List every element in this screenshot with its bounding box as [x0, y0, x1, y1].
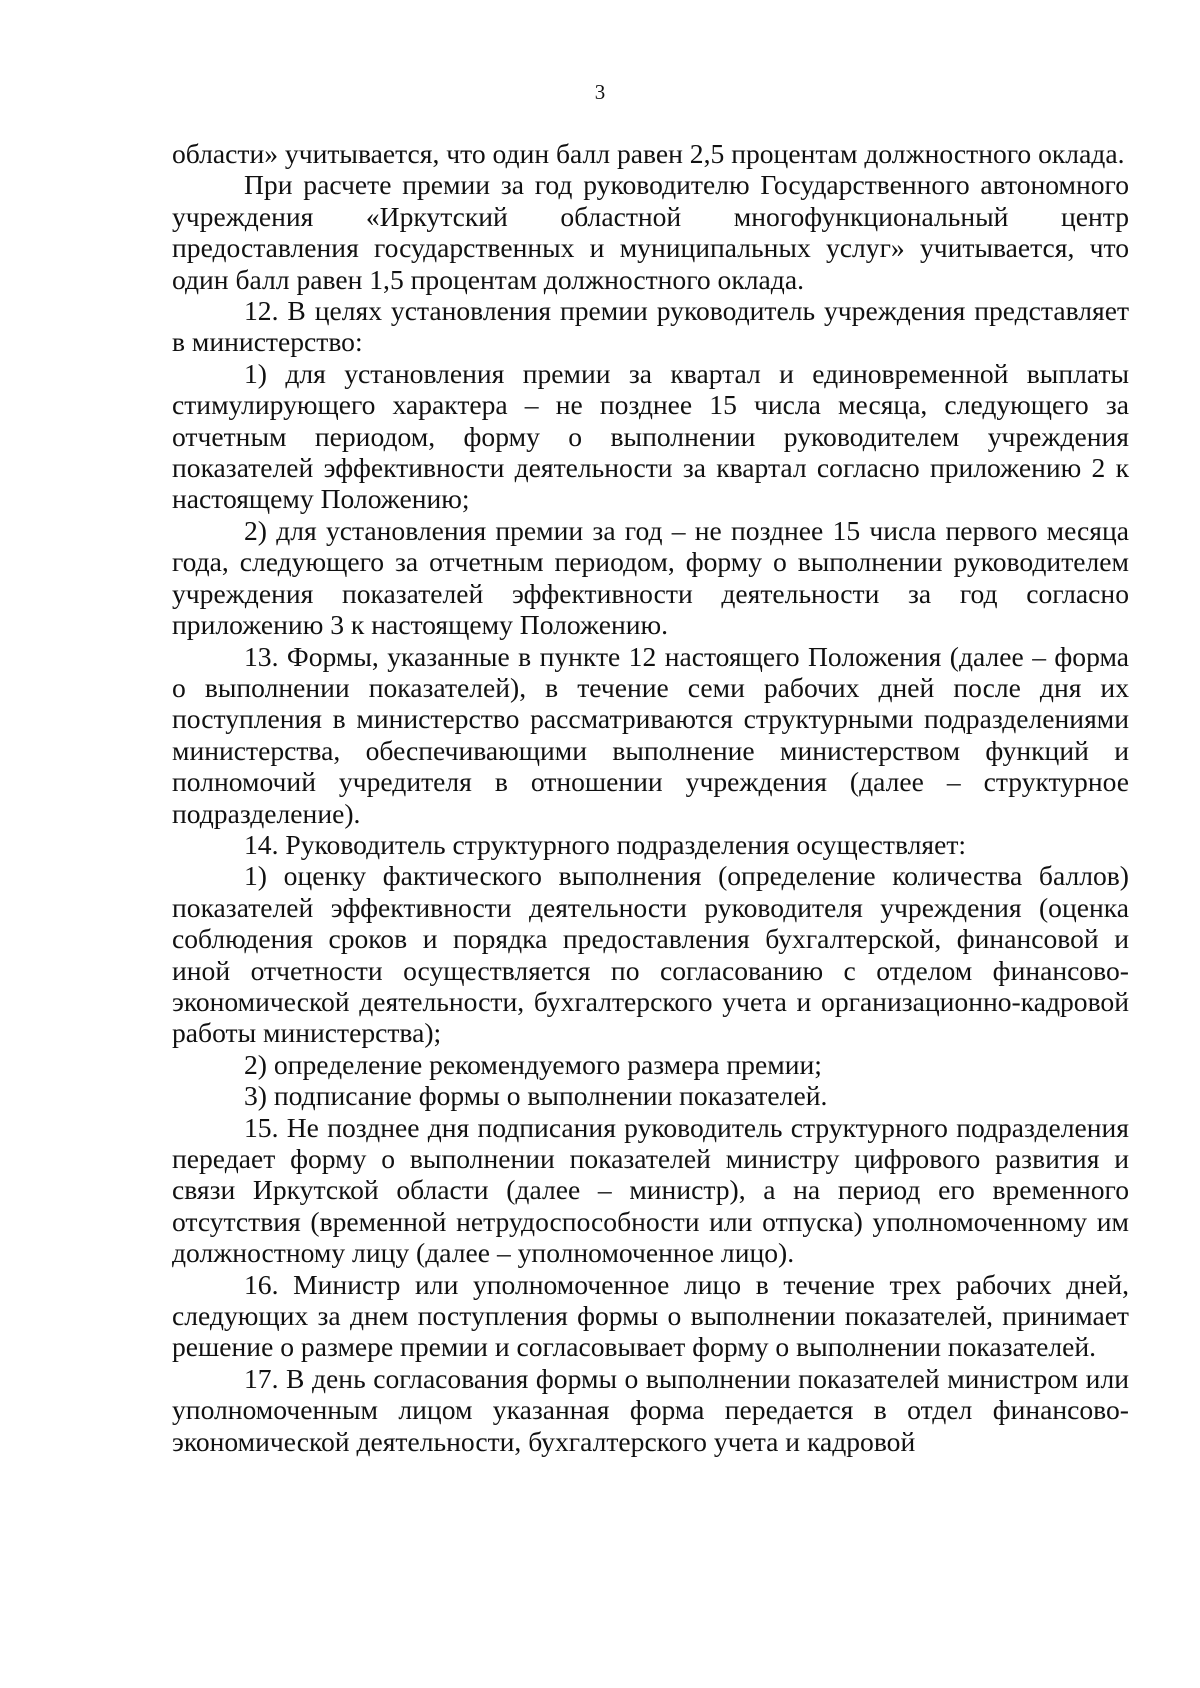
paragraph-item-16: 16. Министр или уполномоченное лицо в течение трех рабочих дней, следующих за днем поступления формы о выполнении показателей, принимает решение о размере премии и согласовывает форму о выполнении показателей.	[172, 1268, 1129, 1363]
page-number: 3	[594, 80, 606, 104]
paragraph-item-14-3: 3) подписание формы о выполнении показателей.	[244, 1080, 828, 1112]
paragraph-item-14-1: 1) оценку фактического выполнения (определение количества баллов) показателей эффективности деятельности руководителя учреждения (оценка соблюдения сроков и порядка предоставления бухгалтерской, финансовой и иной отчетности осуществляется по согласованию с отделом финансово-экономической деятельности, бухгалтерского учета и организационно-кадровой работы министерства);	[172, 860, 1129, 1049]
paragraph-item-12-2: 2) для установления премии за год – не позднее 15 числа первого месяца года, следующего за отчетным периодом, форму о выполнении руководителем учреждения показателей эффективности деятельности за год согласно приложению 3 к настоящему Положению.	[172, 514, 1129, 641]
paragraph-item-17: 17. В день согласования формы о выполнении показателей министром или уполномоченным лицом указанная форма передается в отдел финансово-экономической деятельности, бухгалтерского учета и кадровой	[172, 1362, 1129, 1457]
paragraph-item-12: 12. В целях установления премии руководитель учреждения представляет в министерство:	[172, 295, 1129, 358]
document-body	[172, 138, 1129, 1457]
paragraph-item-12-1: 1) для установления премии за квартал и единовременной выплаты стимулирующего характера – не позднее 15 числа месяца, следующего за отчетным периодом, форму о выполнении руководителем учреждения показателей эффективности деятельности за квартал согласно приложению 2 к настоящему Положению;	[172, 357, 1129, 515]
paragraph-item-15: 15. Не позднее дня подписания руководитель структурного подразделения передает форму о выполнении показателей министру цифрового развития и связи Иркутской области (далее – министр), а на период его временного отсутствия (временной нетрудоспособности или отпуска) уполномоченному им должностному лицу (далее – уполномоченное лицо).	[172, 1111, 1129, 1269]
paragraph-bonus-calculation: При расчете премии за год руководителю Государственного автономного учреждения «Иркутский областной многофункциональный центр предоставления государственных и муниципальных услуг» учитывается, что один балл равен 1,5 процентам должностного оклада.	[172, 169, 1129, 295]
paragraph-continuation: области» учитывается, что один балл равен 2,5 процентам должностного оклада.	[172, 138, 1125, 169]
paragraph-item-13: 13. Формы, указанные в пункте 12 настоящего Положения (далее – форма о выполнении показателей), в течение семи рабочих дней после дня их поступления в министерство рассматриваются структурными подразделениями министерства, обеспечивающими выполнение министерством функций и полномочий учредителя в отношении учреждения (далее – структурное подразделение).	[172, 640, 1129, 829]
paragraph-item-14: 14. Руководитель структурного подразделения осуществляет:	[244, 828, 967, 860]
paragraph-item-14-2: 2) определение рекомендуемого размера премии;	[244, 1048, 822, 1080]
